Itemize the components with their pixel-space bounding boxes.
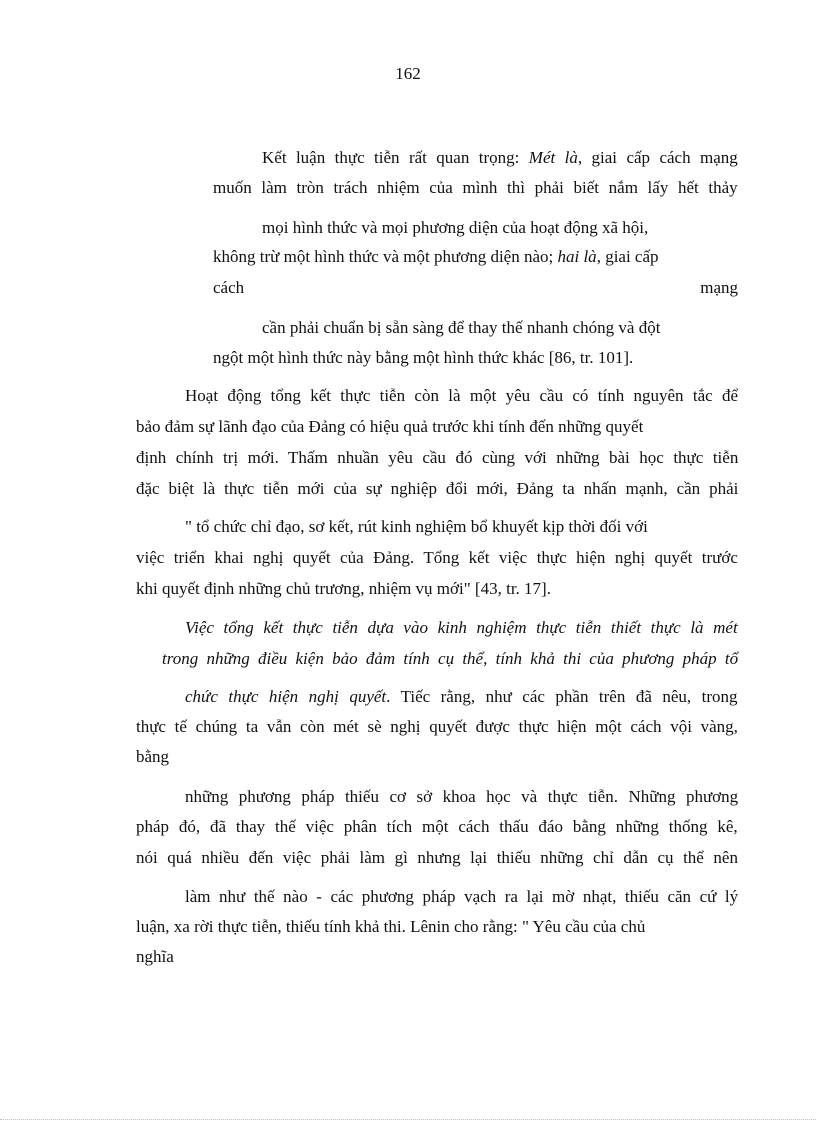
text-line (213, 277, 738, 299)
text-span-italic: hai là (557, 247, 597, 266)
text-span: cách (213, 278, 245, 297)
text-line: cần phải chuẩn bị sẵn sàng để thay thế nhanh chóng và đột (262, 318, 661, 337)
text-line: trong những điều kiện bảo đảm tính cụ thể, tính khả thi của phương pháp tổ (162, 649, 739, 668)
page-number: 162 (395, 64, 421, 83)
text-line: những phương pháp thiếu cơ sở khoa học và thực tiễn. Những phương (185, 787, 739, 806)
text-line: mọi hình thức và mọi phương diện của hoạt động xã hội, (262, 218, 649, 237)
text-span: , giai cấp cách mạng (577, 148, 738, 167)
text-span-italic: Mét là (528, 148, 578, 167)
text-line: nghĩa (136, 947, 174, 966)
text-line (262, 147, 738, 169)
text-line: pháp đó, đã thay thế việc phân tích một cách thấu đáo bằng những thống kê, (136, 817, 738, 836)
text-line: việc triển khai nghị quyết của Đảng. Tổng kết việc thực hiện nghị quyết trước (136, 548, 738, 567)
text-line: muốn làm tròn trách nhiệm của mình thì phải biết nắm lấy hết thảy (213, 178, 738, 197)
text-line: định chính trị mới. Thấm nhuần yêu cầu đó cùng với những bài học thực tiễn (136, 448, 739, 467)
text-line: đặc biệt là thực tiễn mới của sự nghiệp đổi mới, Đảng ta nhấn mạnh, cần phải (136, 479, 739, 498)
page-bottom-rule (0, 1119, 816, 1120)
text-line: Hoạt động tổng kết thực tiễn còn là một yêu cầu có tính nguyên tắc để (185, 386, 739, 405)
text-line: " tổ chức chỉ đạo, sơ kết, rút kinh nghiệm bổ khuyết kịp thời đối với (185, 517, 648, 536)
text-line: thực tế chúng ta vẫn còn mét sè nghị quyết được thực hiện một cách vội vàng, (136, 717, 738, 736)
text-line: luận, xa rời thực tiễn, thiếu tính khả thi. Lênin cho rằng: " Yêu cầu của chủ (136, 917, 646, 936)
text-line: ngột một hình thức này bằng một hình thức khác [86, tr. 101]. (213, 348, 634, 367)
text-line: làm như thế nào - các phương pháp vạch ra lại mờ nhạt, thiếu căn cứ lý (185, 887, 739, 906)
text-line: bằng (136, 747, 170, 766)
text-span: . Tiếc rằng, như các phần trên đã nêu, trong (386, 687, 738, 706)
text-span: mạng (700, 278, 738, 297)
text-line: khi quyết định những chủ trương, nhiệm vụ mới" [43, tr. 17]. (136, 579, 551, 598)
text-line (185, 686, 738, 708)
text-line: Việc tổng kết thực tiễn dựa vào kinh nghiệm thực tiễn thiết thực là mét (185, 618, 738, 637)
text-line: bảo đảm sự lãnh đạo của Đảng có hiệu quả trước khi tính đến những quyết (136, 417, 644, 436)
text-span: , giai cấp (596, 247, 659, 266)
text-span: Kết luận thực tiễn rất quan trọng: (262, 148, 529, 167)
text-line: nói quá nhiều đến việc phải làm gì nhưng lại thiếu những chỉ dẫn cụ thể nên (136, 848, 738, 867)
text-span-italic: chức thực hiện nghị quyết (185, 687, 387, 706)
text-span: không trừ một hình thức và một phương diện nào; (213, 247, 558, 266)
text-line (213, 246, 659, 268)
